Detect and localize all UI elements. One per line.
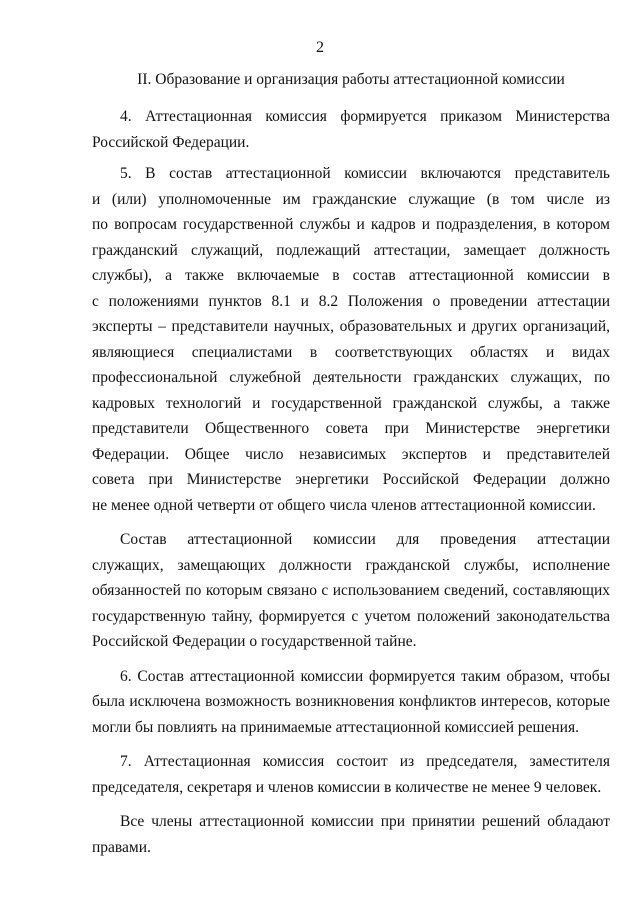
text-line: и (или) уполномоченные им гражданские служащие (в том числе из [92,190,610,208]
paragraph-4 [92,104,610,155]
page-number: 2 [316,39,324,56]
paragraph-gap [92,800,610,809]
text-line: могли бы повлиять на принимаемые аттестационной комиссией решения. [92,718,579,736]
text-line: обязанностей по которым связано с использованием сведений, составляющих [92,582,610,599]
document-body [92,104,610,860]
text-line: Федерации. Общее число независимых экспертов и представителей [92,445,610,463]
text-line: гражданский служащий, подлежащий аттестации, замещает должность [92,241,610,259]
text-line: Состав аттестационной комиссии для проведения аттестации [120,531,610,548]
section-heading: II. Образование и организация работы аттестационной комиссии [137,71,565,88]
text-line: Все члены аттестационной комиссии при принятии решений обладают [120,813,610,830]
text-line: 4. Аттестационная комиссия формируется приказом Министерства [120,108,610,125]
text-line: Российской Федерации о государственной тайне. [92,633,417,650]
paragraph-6 [92,664,610,741]
text-line: с положениями пунктов 8.1 и 8.2 Положения о проведении аттестации [92,292,610,310]
text-line: председателя, секретаря и членов комиссии в количестве не менее 9 человек. [92,778,602,796]
text-line: не менее одной четверти от общего числа членов аттестационной комиссии. [92,496,596,514]
text-line: была исключена возможность возникновения конфликтов интересов, которые [92,693,610,710]
text-line: 5. В состав аттестационной комиссии включаются представитель [120,165,610,182]
paragraph-7 [92,749,610,800]
text-line: являющиеся специалистами в соответствующих областях и видах [92,343,610,361]
text-line: по вопросам государственной службы и кадров и подразделения, в котором [92,216,610,233]
text-line: эксперты – представители научных, образовательных и других организаций, [92,318,610,335]
paragraph-gap [92,740,610,749]
paragraph-5 [92,161,610,518]
text-line: представители Общественного совета при Министерстве энергетики [92,420,610,437]
text-line: службы), а также включаемые в состав аттестационной комиссии в [92,267,610,284]
text-line: государственную тайну, формируется с учетом положений законодательства [92,607,610,625]
text-line: совета при Министерстве энергетики Российской Федерации должно [92,471,610,488]
paragraph-gap [92,655,610,664]
text-line: профессиональной служебной деятельности гражданских служащих, по [92,369,610,386]
text-line: правами. [92,838,151,856]
text-line: 7. Аттестационная комиссия состоит из председателя, заместителя [120,753,610,770]
text-line: 6. Состав аттестационной комиссии формируется таким образом, чтобы [120,667,610,685]
text-line: служащих, замещающих должности гражданской службы, исполнение [92,556,610,574]
paragraph-gap [92,518,610,527]
text-line: кадровых технологий и государственной гражданской службы, а также [92,394,610,412]
paragraph-5-continued [92,527,610,655]
text-line: Российской Федерации. [92,133,250,151]
paragraph-7-continued [92,809,610,860]
